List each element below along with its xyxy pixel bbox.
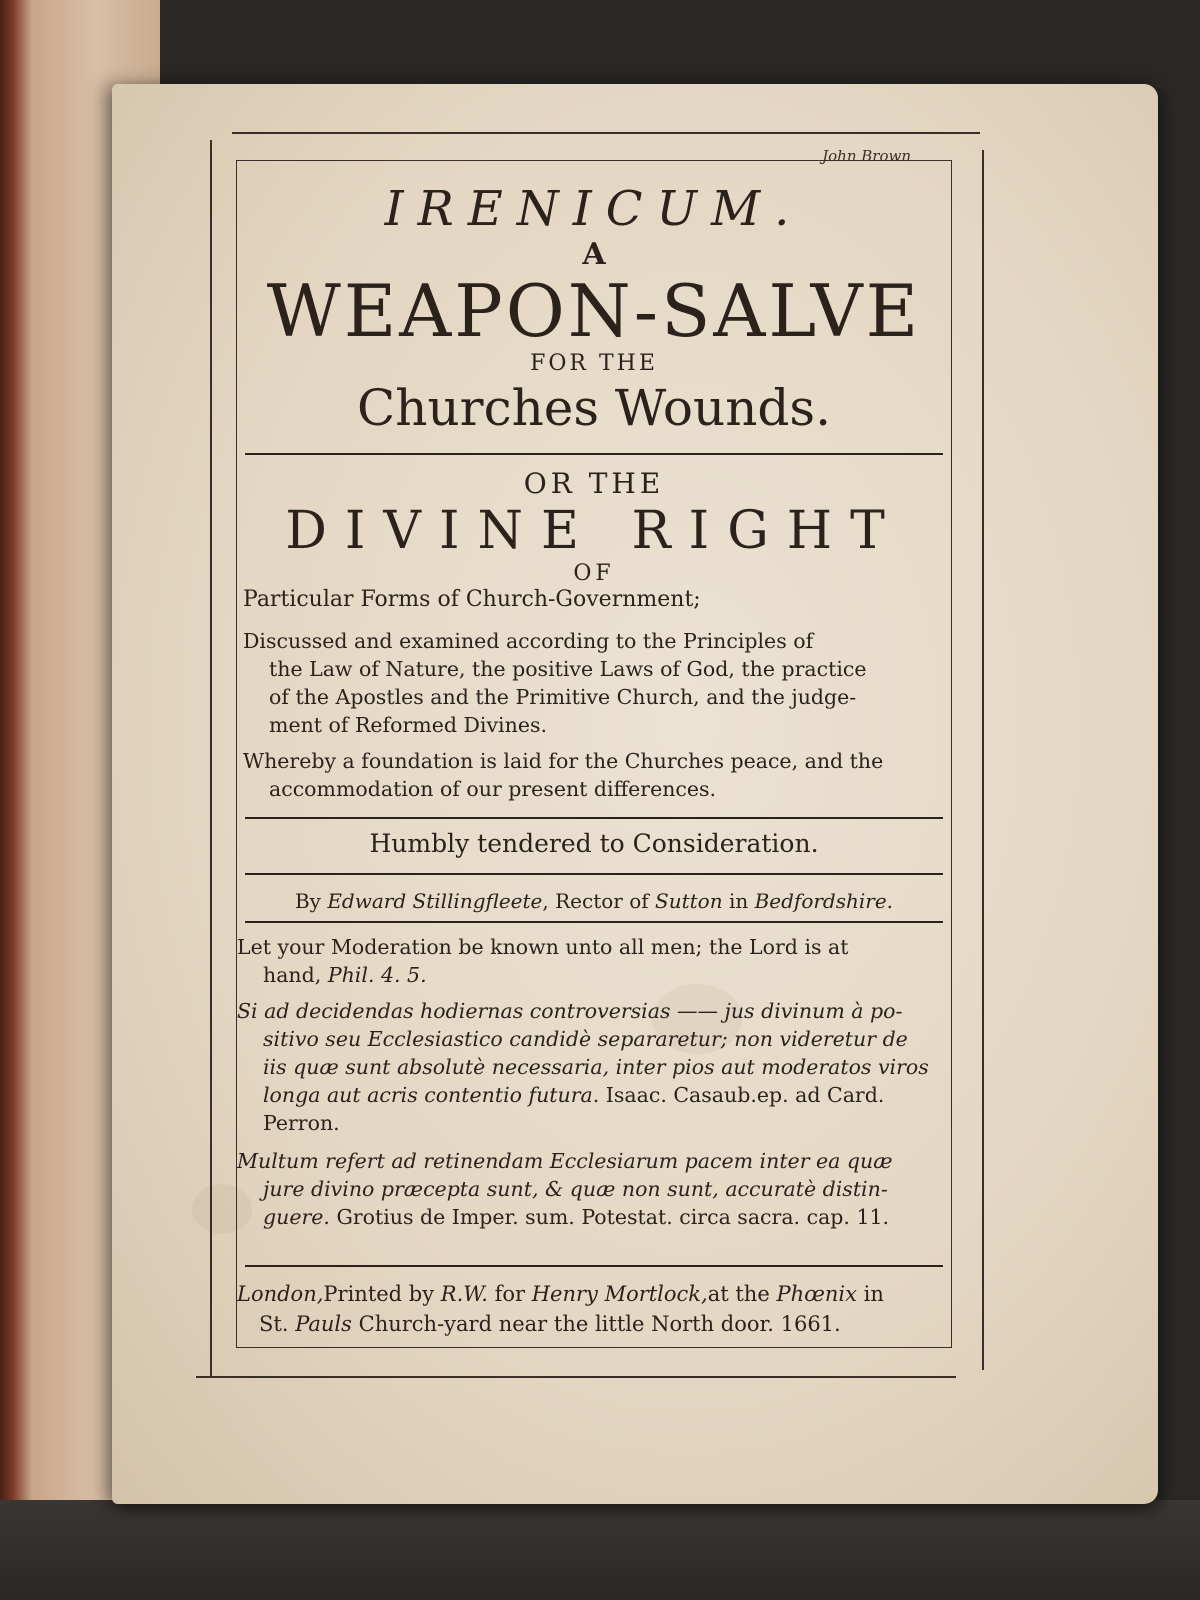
subtitle-of: OF	[573, 561, 615, 586]
byline-county: Bedfordshire.	[754, 889, 894, 913]
description-line: accommodation of our present differences.	[269, 777, 717, 801]
epigraph-line: jure divino præcepta sunt, & quæ non sunt, accuratè distin-	[263, 1177, 888, 1201]
imprint-line: London,Printed by R.W. for Henry Mortlock,at the Phœnix in	[237, 1282, 884, 1306]
outer-rule-left	[210, 140, 212, 1376]
epigraph-line: sitivo seu Ecclesiastico candidè separaretur; non videretur de	[263, 1027, 908, 1051]
title-churches-wounds: Churches Wounds.	[357, 379, 831, 437]
byline-by: By	[294, 889, 321, 913]
epigraph-line: Let your Moderation be known unto all men; the Lord is at	[237, 935, 849, 959]
epigraph-line: Perron.	[263, 1111, 340, 1135]
dedication-line: Humbly tendered to Consideration.	[369, 829, 819, 858]
byline-place: Sutton	[655, 889, 723, 913]
epigraph-line: iis quæ sunt absolutè necessaria, inter pios aut moderatos viros	[263, 1055, 929, 1079]
outer-rule-top	[232, 132, 980, 134]
imprint	[237, 1279, 949, 1339]
byline-author: Edward Stillingfleete	[327, 889, 543, 913]
description-line: of the Apostles and the Primitive Church, and the judge-	[269, 685, 857, 709]
subtitle-or-the: OR THE	[523, 467, 665, 500]
title-irenicum: IRENICUM.	[384, 181, 804, 237]
owner-signature: John Brown	[822, 147, 911, 165]
epigraph-line: longa aut acris contentio futura. Isaac. Casaub.ep. ad Card.	[263, 1083, 885, 1107]
title-a: A	[582, 237, 606, 272]
divider-rule	[245, 817, 943, 819]
title-frame	[236, 147, 952, 1348]
subtitle-divine-right: DIVINE RIGHT	[285, 501, 903, 561]
epigraph-attribution: Grotius de Imper. sum. Potestat. circa sacra. cap. 11.	[336, 1205, 890, 1229]
epigraph-line: Multum refert ad retinendam Ecclesiarum pacem inter ea quæ	[237, 1149, 893, 1173]
description-line: Whereby a foundation is laid for the Churches peace, and the	[243, 749, 884, 773]
divider-rule	[245, 453, 943, 455]
description-line: the Law of Nature, the positive Laws of God, the practice	[269, 657, 867, 681]
epigraph-scripture	[237, 933, 949, 989]
title-weapon-salve: WEAPON-SALVE	[266, 269, 922, 353]
byline-rector: , Rector of	[542, 889, 649, 913]
title-for-the: FOR THE	[530, 351, 658, 376]
imprint-line: St. Pauls Church-yard near the little North door. 1661.	[259, 1312, 841, 1336]
divider-rule	[245, 1265, 943, 1267]
description-paragraph-2	[243, 747, 943, 803]
epigraph-reference: Phil. 4. 5.	[327, 963, 427, 987]
epigraph-line: Si ad decidendas hodiernas controversias —— jus divinum à po-	[237, 999, 903, 1023]
divider-rule	[245, 873, 943, 875]
epigraph-attribution: Isaac. Casaub.ep. ad Card.	[605, 1083, 885, 1107]
outer-rule-bottom	[196, 1376, 956, 1378]
epigraph-grotius	[237, 1147, 949, 1231]
epigraph-line: hand, Phil. 4. 5.	[263, 963, 427, 987]
subtitle-church-government: Particular Forms of Church-Government;	[243, 587, 701, 612]
description-line: Discussed and examined according to the Principles of	[243, 629, 814, 653]
author-byline	[237, 889, 951, 913]
description-line: ment of Reformed Divines.	[269, 713, 547, 737]
epigraph-line: guere. Grotius de Imper. sum. Potestat. circa sacra. cap. 11.	[263, 1205, 890, 1229]
epigraph-casaubon	[237, 997, 949, 1137]
byline-in: in	[728, 889, 749, 913]
divider-rule	[245, 921, 943, 923]
book-cover-bottom	[0, 1500, 1200, 1600]
description-paragraph-1	[243, 627, 943, 739]
outer-rule-right	[982, 150, 984, 1370]
